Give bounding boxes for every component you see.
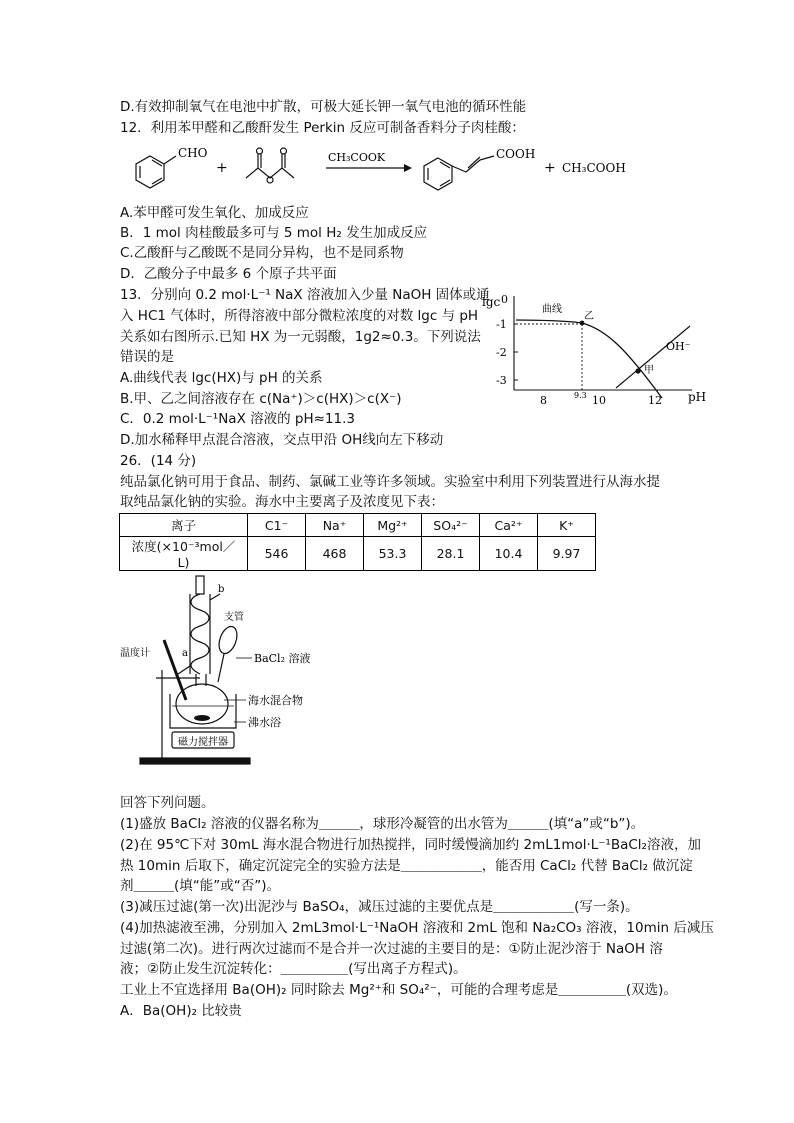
point-jia [635,368,640,373]
plus-sign-2: + [544,160,556,176]
x-tick-10: 10 [592,394,606,407]
plus-sign-1: + [216,160,228,176]
part-4-line3: 液；②防止发生沉淀转化：＿＿＿＿＿(写出离子方程式)。 [120,961,467,977]
label-a: a [182,648,188,659]
table-value: 468 [306,537,364,571]
table-header-label: 离子 [120,514,248,537]
label-b: b [218,584,225,595]
q12-stem: 12．利用苯甲醛和乙酸酐发生 Perkin 反应可制备香料分子肉桂酸： [120,120,525,136]
q13-stem-line2: 入 HC1 气体时，所得溶液中部分微粒浓度的对数 lgc 与 pH [120,308,479,324]
label-thermometer: 温度计 [120,648,150,659]
q26-intro-line1: 纯品氯化钠可用于食品、制药、氯碱工业等许多领域。实验室中利用下列装置进行从海水提 [120,474,660,490]
table-value: 546 [248,537,306,571]
q12-option-c: C.乙酸酐与乙酸既不是同分异构，也不是同系物 [120,245,404,261]
q13-stem-line3: 关系如右图所示.已知 HX 为一元弱酸，1g2≈0.3。下列说法 [120,329,481,345]
part-5-option-a: A．Ba(OH)₂ 比较贵 [120,1003,242,1019]
q12-option-b: B．1 mol 肉桂酸最多可与 5 mol H₂ 发生加成反应 [120,225,428,241]
q13-option-b: B.甲、乙之间溶液存在 c(Na⁺)＞c(HX)＞c(X⁻) [120,391,402,407]
acetic-anhydride-structure [246,148,294,183]
table-ion: Na⁺ [306,514,364,537]
oh-line [616,326,690,388]
stir-bar [194,715,210,721]
table-row-label: 浓度(×10⁻³mol／L) [120,537,248,571]
y-tick-neg1: -1 [496,318,507,331]
q13-option-d: D.加水稀释甲点混合溶液，交点甲沿 OH线向左下移动 [120,432,444,448]
x-tick-9-3: 9.3 [574,391,587,400]
hx-curve [516,320,662,398]
acetic-acid-label: CH₃COOH [562,161,626,175]
label-stirrer: 磁力搅拌器 [178,737,228,748]
q13-option-c: C．0.2 mol·L⁻¹NaX 溶液的 pH≈11.3 [120,411,355,427]
catalyst-label: CH₃COOK [328,151,386,164]
table-header-row [120,514,596,537]
stand-base [140,758,250,764]
part-5: 工业上不宜选择用 Ba(OH)₂ 同时除去 Mg²⁺和 SO₄²⁻，可能的合理考虑是＿＿＿＿＿(双选)。 [120,982,677,998]
condenser-top [196,576,204,594]
table-ion: K⁺ [538,514,596,537]
part-1: (1)盛放 BaCl₂ 溶液的仪器名称为＿＿＿，球形冷凝管的出水管为＿＿＿(填“a”或“b”)。 [120,816,645,832]
x-tick-8: 8 [540,394,547,407]
curve-label: 曲线 [542,304,562,315]
y-tick-neg3: -3 [496,374,507,387]
q11-option-d: D.有效抑制氧气在电池中扩散，可极大延长钾一氧气电池的循环性能 [120,99,527,115]
q12-option-d: D．乙酸分子中最多 6 个原子共平面 [120,266,337,282]
part-2-line2: 热 10min 后取下，确定沉淀完全的实验方法是＿＿＿＿＿＿，能否用 CaCl₂ 代替 BaCl₂ 做沉淀 [120,858,693,874]
label-jia: 甲 [644,365,654,376]
lgc-ph-graph [480,290,710,408]
label-oh: OH⁻ [666,340,691,353]
part-4-line1: (4)加热滤液至沸，分别加入 2mL3mol·L⁻¹NaOH 溶液和 2mL 饱和 Na₂CO₃ 溶液，10min 后减压 [120,920,714,936]
apparatus-diagram [120,570,330,770]
label-bath: 沸水浴 [248,716,281,729]
part-2-line1: (2)在 95℃下对 30mL 海水混合物进行加热搅拌，同时缓慢滴加约 2mL1mol·L⁻¹BaCl₂溶液，加 [120,837,701,853]
x-tick-12: 12 [648,394,662,407]
q26-heading: 26．(14 分) [120,453,197,469]
graph-xlabel: pH [688,390,707,404]
reaction-arrowhead [404,164,412,172]
table-value: 53.3 [364,537,422,571]
q26-intro-line2: 取纯品氯化钠的实验。海水中主要离子及浓度见下表： [120,494,444,510]
q12-option-a: A.苯甲醛可发生氧化、加成反应 [120,205,309,221]
bulb-condenser [191,594,209,674]
part-2-line3: 剂＿＿＿(填“能”或“否”)。 [120,878,281,894]
table-ion: SO₄²⁻ [422,514,480,537]
funnel-stem [218,654,224,682]
table-value: 28.1 [422,537,480,571]
part-3: (3)减压过滤(第一次)出泥沙与 BaSO₄，减压过滤的主要优点是＿＿＿＿＿＿(写一条)。 [120,899,639,915]
table-value: 9.97 [538,537,596,571]
table-value: 10.4 [480,537,538,571]
benzaldehyde-structure [136,156,176,188]
label-yi: 乙 [584,311,594,322]
dropping-funnel [216,624,241,656]
label-bacl2: BaCl₂ 溶液 [254,652,311,665]
graph-ylabel: lgc [482,295,501,309]
table-ion: Ca²⁺ [480,514,538,537]
inlet-a [178,666,190,674]
q13-stem-line1: 13．分别向 0.2 mol·L⁻¹ NaX 溶液加入少量 NaOH 固体或通 [120,287,490,303]
cho-label: CHO [178,146,208,160]
part-4-line2: 过滤(第二次)。进行两次过滤而不是合并一次过滤的主要目的是：①防止泥沙溶于 NaOH 溶 [120,941,663,957]
cinnamic-acid-structure [424,156,494,190]
table-value-row [120,537,596,571]
y-tick-neg2: -2 [496,346,507,359]
label-branch-tube: 支管 [224,612,244,623]
ion-concentration-table [119,513,596,571]
table-ion: C1⁻ [248,514,306,537]
y-tick-0: 0 [501,293,508,306]
q13-stem-line4: 错误的是 [120,349,174,365]
table-ion: Mg²⁺ [364,514,422,537]
perkin-reaction-scheme [120,138,632,200]
cooh-label: COOH [496,147,536,161]
q13-option-a: A.曲线代表 lgc(HX)与 pH 的关系 [120,370,323,386]
label-mixture: 海水混合物 [248,694,303,707]
answer-prompt: 回答下列问题。 [120,795,215,811]
